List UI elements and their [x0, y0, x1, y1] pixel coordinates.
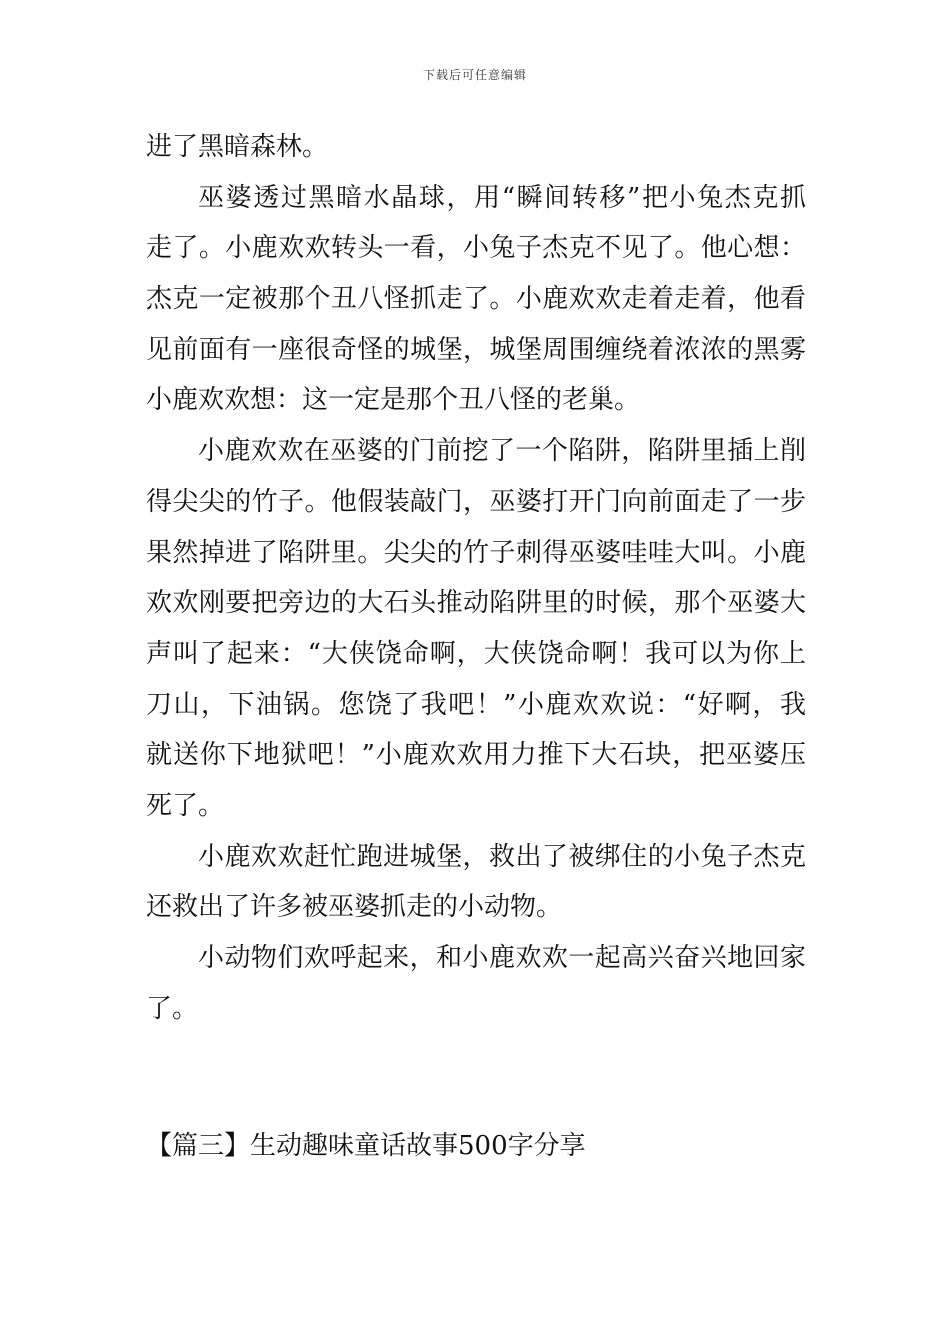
text-line: 杰克一定被那个丑八怪抓走了。小鹿欢欢走着走着，他看: [146, 284, 806, 315]
text-line: 就送你下地狱吧！”小鹿欢欢用力推下大石块，把巫婆压: [146, 740, 806, 771]
text-line: 走了。小鹿欢欢转头一看，小兔子杰克不见了。他心想：: [146, 233, 806, 264]
text-line: 得尖尖的竹子。他假装敲门，巫婆打开门向前面走了一步: [146, 486, 806, 517]
text-line: 见前面有一座很奇怪的城堡，城堡周围缠绕着浓浓的黑雾: [146, 334, 806, 365]
text-line: 进了黑暗森林。: [146, 132, 329, 162]
text-line: 小鹿欢欢在巫婆的门前挖了一个陷阱，陷阱里插上削: [198, 436, 806, 467]
text-line: 小鹿欢欢赶忙跑进城堡，救出了被绑住的小兔子杰克: [198, 841, 806, 872]
text-line: 声叫了起来：“大侠饶命啊，大侠饶命啊！我可以为你上: [146, 638, 806, 669]
text-line: 了。: [146, 993, 199, 1024]
page-header-note: 下载后可任意编辑: [422, 68, 527, 82]
text-line: 巫婆透过黑暗水晶球，用“瞬间转移”把小兔杰克抓: [198, 182, 806, 213]
text-line: 还救出了许多被巫婆抓走的小动物。: [146, 892, 563, 923]
story-body: [146, 122, 806, 1034]
text-line: 刀山，下油锅。您饶了我吧！”小鹿欢欢说：“好啊，我: [146, 689, 806, 720]
text-line: 果然掉进了陷阱里。尖尖的竹子刺得巫婆哇哇大叫。小鹿: [146, 537, 806, 568]
text-line: 小动物们欢呼起来，和小鹿欢欢一起高兴奋兴地回家: [198, 943, 806, 973]
text-line: 死了。: [146, 790, 225, 821]
text-line: 欢欢刚要把旁边的大石头推动陷阱里的时候，那个巫婆大: [146, 588, 806, 619]
text-line: 小鹿欢欢想：这一定是那个丑八怪的老巢。: [146, 385, 641, 416]
section-heading: 【篇三】生动趣味童话故事500字分享: [146, 1131, 586, 1161]
